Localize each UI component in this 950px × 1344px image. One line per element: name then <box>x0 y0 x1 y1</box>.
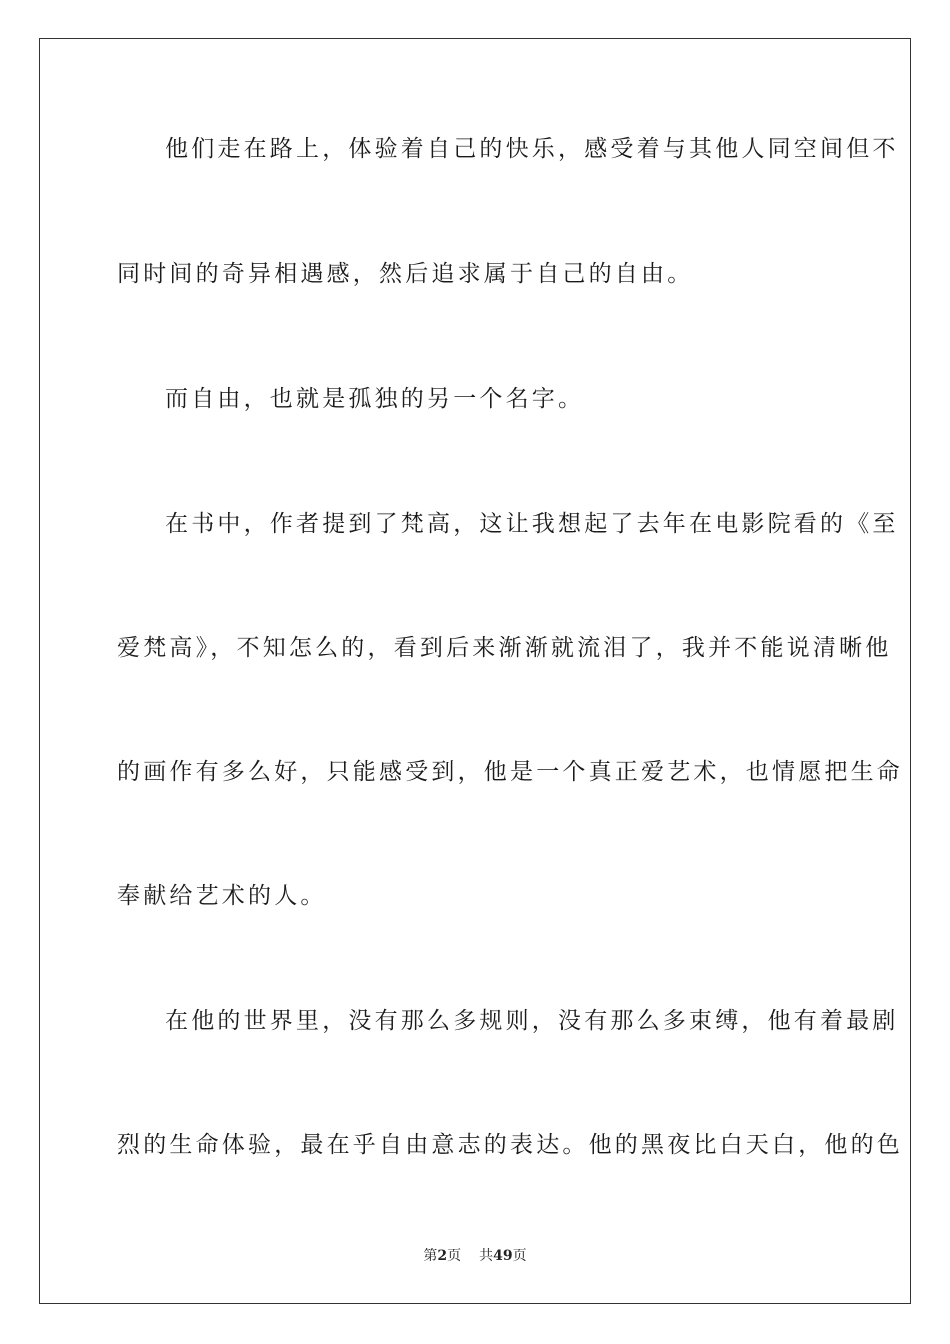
page-prefix: 第 <box>423 1248 438 1264</box>
total-prefix: 共 <box>479 1248 494 1264</box>
text-line: 而自由，也就是孤独的另一个名字。 <box>165 386 585 412</box>
text-line: 同时间的奇异相遇感，然后追求属于自己的自由。 <box>117 261 694 287</box>
text-line: 的画作有多么好，只能感受到，他是一个真正爱艺术，也情愿把生命 <box>117 759 903 785</box>
total-pages: 49 <box>493 1248 513 1264</box>
page-footer <box>0 1246 950 1266</box>
text-line: 他们走在路上，体验着自己的快乐，感受着与其他人同空间但不 <box>165 136 899 162</box>
page-frame <box>39 38 911 1304</box>
total-suffix: 页 <box>512 1248 527 1264</box>
text-line: 在书中，作者提到了梵高，这让我想起了去年在电影院看的《至 <box>165 511 899 537</box>
page-suffix: 页 <box>447 1248 462 1264</box>
text-line: 在他的世界里，没有那么多规则，没有那么多束缚，他有着最剧 <box>165 1008 899 1034</box>
page-number: 2 <box>437 1248 448 1264</box>
text-line: 烈的生命体验，最在乎自由意志的表达。他的黑夜比白天白，他的色 <box>117 1132 903 1158</box>
text-line: 爱梵高》，不知怎么的，看到后来渐渐就流泪了，我并不能说清晰他 <box>117 635 892 661</box>
text-line: 奉献给艺术的人。 <box>117 883 327 909</box>
